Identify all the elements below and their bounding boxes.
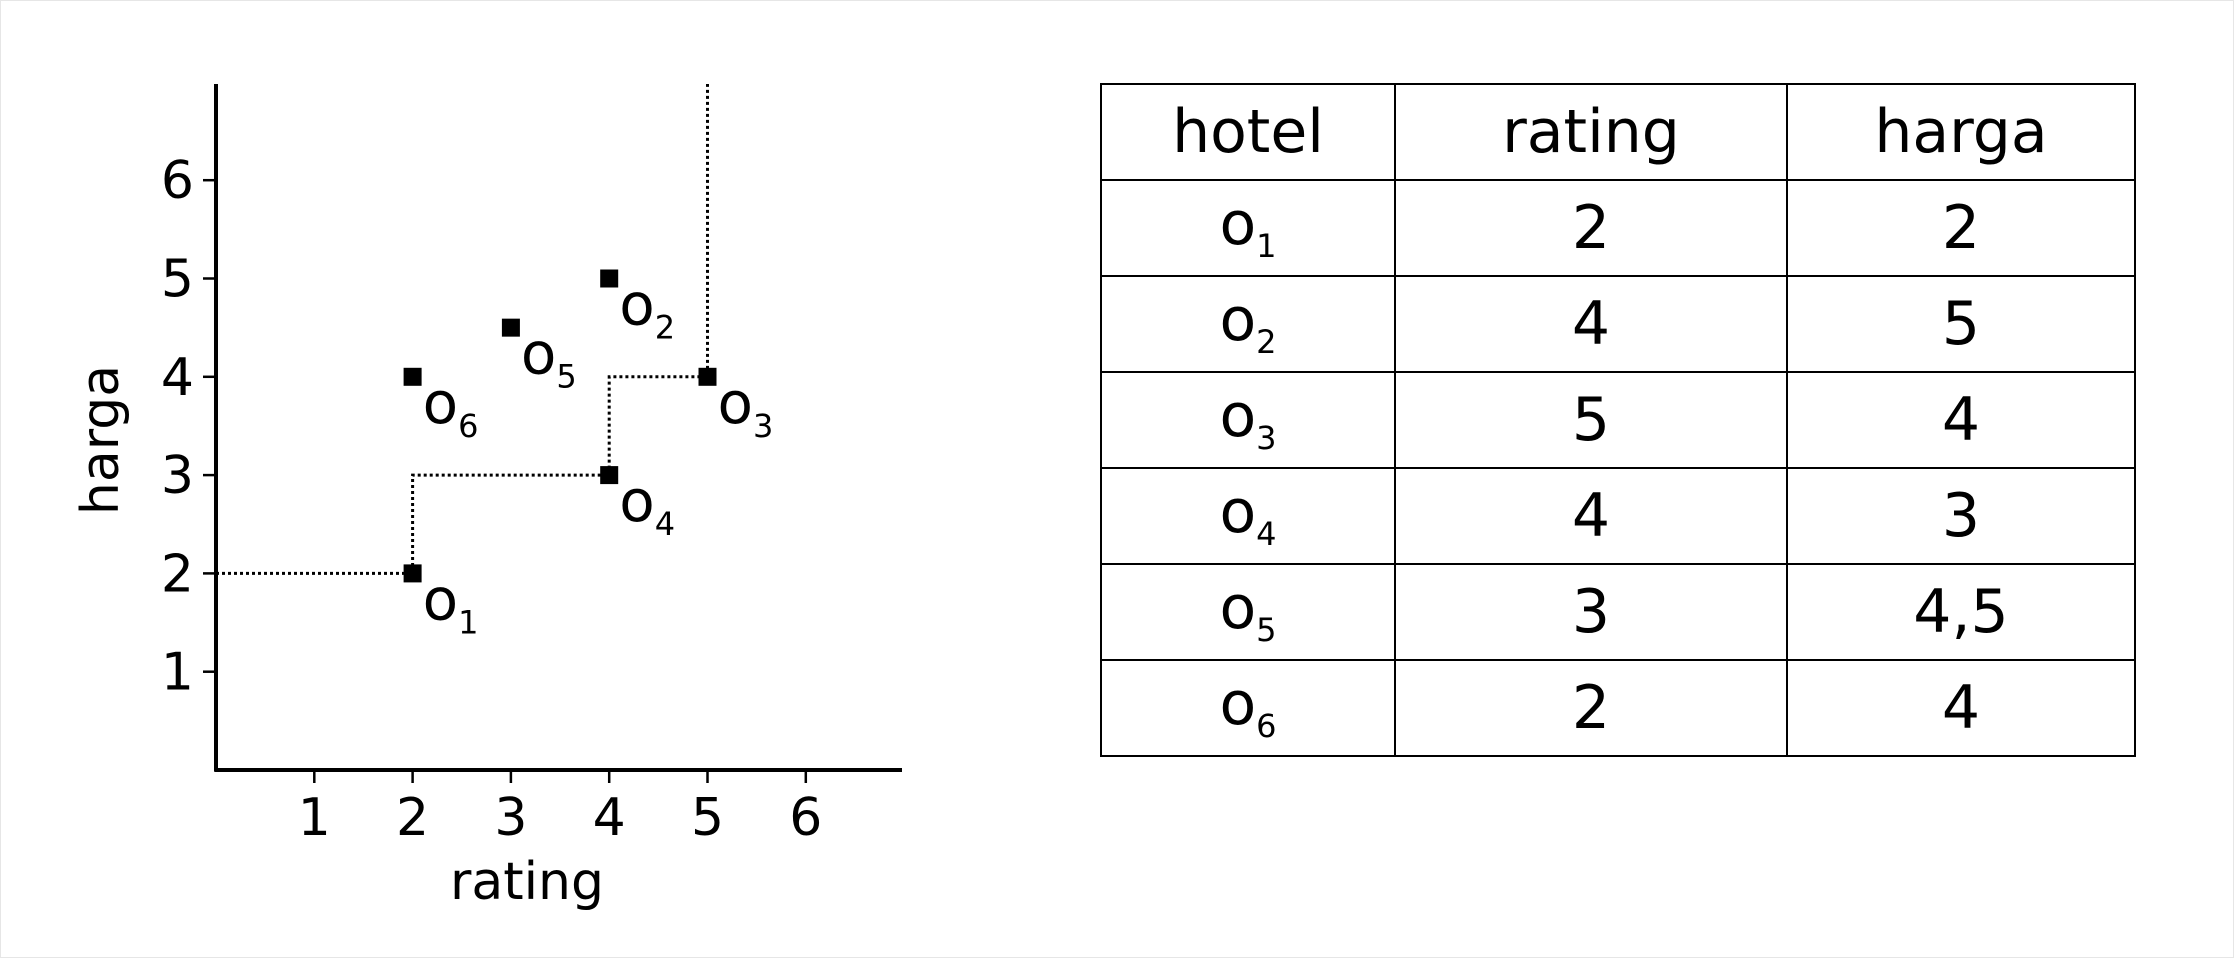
cell-hotel — [1101, 564, 1395, 660]
hotel-name: o — [1219, 669, 1257, 739]
cell-harga: 4 — [1787, 372, 2135, 468]
x-tick-label: 6 — [789, 788, 823, 848]
data-point-label — [619, 467, 675, 543]
data-point-marker — [600, 466, 618, 484]
cell-harga: 4,5 — [1787, 564, 2135, 660]
chart-axes — [215, 84, 903, 772]
cell-rating: 3 — [1395, 564, 1787, 660]
table-body — [1101, 180, 2135, 756]
table-row — [1101, 660, 2135, 756]
hotel-subscript: 5 — [1256, 611, 1277, 649]
table-row — [1101, 372, 2135, 468]
header-rating: rating — [1395, 84, 1787, 180]
hotel-subscript: 4 — [1256, 515, 1277, 553]
cell-hotel — [1101, 660, 1395, 756]
y-tick-label: 3 — [160, 446, 194, 507]
cell-hotel — [1101, 372, 1395, 468]
point-label-base: o — [717, 368, 753, 437]
point-label-subscript: 6 — [458, 406, 479, 445]
data-point-marker — [502, 319, 520, 337]
point-label-base: o — [422, 565, 459, 634]
data-point-marker — [600, 270, 618, 288]
cell-hotel — [1101, 468, 1395, 564]
cell-hotel — [1101, 276, 1395, 372]
tick-group — [161, 151, 822, 848]
cell-rating: 4 — [1395, 276, 1787, 372]
table-row — [1101, 564, 2135, 660]
y-tick-label: 1 — [160, 642, 194, 703]
y-tick-label: 5 — [160, 249, 194, 310]
x-tick-label: 5 — [690, 788, 725, 848]
hotel-name: o — [1219, 381, 1257, 451]
y-tick-label: 6 — [160, 151, 194, 212]
data-point-label — [423, 565, 479, 641]
point-label-base: o — [422, 368, 459, 437]
hotel-subscript: 2 — [1256, 323, 1277, 361]
data-point-label — [423, 369, 479, 445]
point-label-subscript: 5 — [556, 357, 577, 396]
hotel-name: o — [1219, 285, 1257, 355]
cell-hotel — [1101, 180, 1395, 276]
x-tick-label: 3 — [494, 788, 528, 848]
point-label-subscript: 2 — [654, 308, 676, 347]
scatter-chart — [0, 0, 1060, 958]
point-label-subscript: 4 — [654, 505, 676, 544]
data-point-marker — [404, 368, 422, 386]
header-hotel: hotel — [1101, 84, 1395, 180]
hotel-subscript: 3 — [1256, 419, 1277, 457]
table-row — [1101, 468, 2135, 564]
x-tick-label: 2 — [396, 788, 430, 848]
point-label-base: o — [520, 319, 557, 388]
y-tick-label: 4 — [160, 347, 194, 408]
y-tick-label: 2 — [160, 544, 194, 605]
hotel-name: o — [1219, 189, 1257, 259]
data-point-label — [521, 320, 577, 396]
hotel-table — [1100, 83, 2136, 757]
cell-rating: 5 — [1395, 372, 1787, 468]
hotel-name: o — [1219, 477, 1257, 547]
data-point-marker — [404, 564, 422, 582]
hotel-subscript: 6 — [1256, 707, 1277, 745]
point-label-subscript: 1 — [458, 603, 479, 642]
x-tick-label: 4 — [592, 788, 626, 848]
data-point-label — [619, 271, 675, 347]
cell-harga: 2 — [1787, 180, 2135, 276]
point-label-base: o — [619, 270, 655, 339]
hotel-name: o — [1219, 573, 1257, 643]
point-label-base: o — [619, 467, 655, 536]
x-tick-label: 1 — [297, 788, 331, 848]
cell-rating: 2 — [1395, 660, 1787, 756]
hotel-subscript: 1 — [1256, 227, 1277, 265]
cell-harga: 4 — [1787, 660, 2135, 756]
table-row — [1101, 180, 2135, 276]
data-points-group — [404, 270, 774, 642]
table-header-row — [1101, 84, 2135, 180]
point-label-subscript: 3 — [753, 406, 774, 445]
x-axis-label: rating — [449, 852, 605, 912]
y-axis-label: harga — [71, 364, 131, 516]
cell-harga: 5 — [1787, 276, 2135, 372]
header-harga: harga — [1787, 84, 2135, 180]
cell-harga: 3 — [1787, 468, 2135, 564]
cell-rating: 4 — [1395, 468, 1787, 564]
cell-rating: 2 — [1395, 180, 1787, 276]
data-point-marker — [699, 368, 717, 386]
data-point-label — [718, 369, 774, 445]
table-row — [1101, 276, 2135, 372]
